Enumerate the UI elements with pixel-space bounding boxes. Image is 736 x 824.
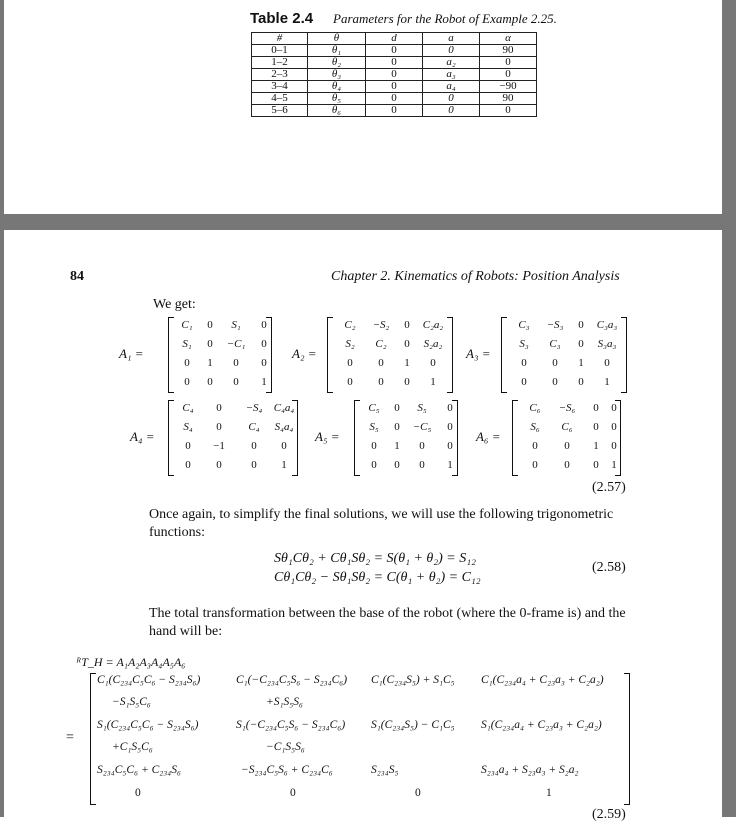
m-r1bc1: −S₁S₅C₆ bbox=[112, 696, 151, 708]
matrix-cell: 0 bbox=[207, 319, 213, 331]
matrix-cell: C₂a₂ bbox=[422, 319, 444, 331]
matrix-cell: 1 bbox=[430, 376, 436, 388]
cell: θ₁ bbox=[308, 45, 366, 57]
matrix-cell: 0 bbox=[419, 459, 425, 471]
matrix-cell: −C₁ bbox=[226, 338, 246, 350]
matrix-cell: 0 bbox=[261, 357, 267, 369]
table-row bbox=[252, 93, 537, 105]
matrix-cell: 0 bbox=[261, 319, 267, 331]
header-cell: α bbox=[480, 33, 537, 45]
cell: −90 bbox=[480, 81, 537, 93]
matrix-cell: S₁ bbox=[231, 319, 241, 331]
cell: 90 bbox=[480, 45, 537, 57]
matrix-cell: 0 bbox=[521, 376, 527, 388]
matrix-cell: S₄a₄ bbox=[274, 421, 294, 433]
matrix-cell: −S₂ bbox=[372, 319, 390, 331]
matrix-cell: 0 bbox=[404, 319, 410, 331]
table-row bbox=[252, 69, 537, 81]
matrix-cell: 0 bbox=[611, 440, 617, 452]
cell: 0 bbox=[366, 81, 423, 93]
matrix-cell: 0 bbox=[207, 338, 213, 350]
matrix-cell: S₂a₂ bbox=[423, 338, 443, 350]
matrix-cell: 0 bbox=[261, 338, 267, 350]
matrix-cell: 0 bbox=[521, 357, 527, 369]
cell: 0 bbox=[480, 57, 537, 69]
paragraph-trig-text: Once again, to simplify the final solutions, we will use the following trigonometric functions: bbox=[149, 507, 614, 540]
m-r2c2: S₁(−C₂₃₄C₅S₆ − S₂₃₄C₆) bbox=[236, 719, 346, 731]
intro-text: We get: bbox=[153, 297, 196, 312]
matrix-label: A₃ = bbox=[466, 346, 491, 361]
matrix-cell: 0 bbox=[347, 376, 353, 388]
matrix-cell: 1 bbox=[261, 376, 267, 388]
matrix-cell: 0 bbox=[593, 402, 599, 414]
matrix-cell: 0 bbox=[371, 440, 377, 452]
matrix-cell: 1 bbox=[404, 357, 410, 369]
matrix-a1 bbox=[168, 317, 272, 393]
m-r4c4: 1 bbox=[546, 787, 552, 799]
m-r1c3: C₁(C₂₃₄S₅) + S₁C₅ bbox=[371, 674, 455, 686]
matrix-cell: 0 bbox=[578, 338, 584, 350]
matrix-cell: C₅ bbox=[368, 402, 380, 414]
page-number: 84 bbox=[70, 269, 84, 284]
matrix-cell: S₁ bbox=[182, 338, 192, 350]
equation-number-2-58: (2.58) bbox=[592, 560, 626, 575]
cell: 0 bbox=[366, 69, 423, 81]
matrix-cell: 0 bbox=[447, 402, 453, 414]
matrix-a3 bbox=[501, 317, 627, 393]
matrix-cell: 0 bbox=[419, 440, 425, 452]
paragraph-total-text: The total transformation between the base of the robot (where the 0-frame is) and the hand will be: bbox=[149, 606, 626, 639]
m-r3c3: S₂₃₄S₅ bbox=[371, 764, 399, 776]
matrix-cell: 0 bbox=[578, 319, 584, 331]
matrix-cell: C₆ bbox=[529, 402, 541, 414]
matrix-label: A₆ = bbox=[476, 429, 501, 444]
matrix-cell: 0 bbox=[378, 376, 384, 388]
matrix-cell: 0 bbox=[447, 421, 453, 433]
table-caption: Parameters for the Robot of Example 2.25. bbox=[333, 11, 557, 26]
matrix-cell: S₄ bbox=[183, 421, 193, 433]
matrix-cell: C₃ bbox=[549, 338, 561, 350]
matrix-cell: 0 bbox=[394, 459, 400, 471]
matrix-a6 bbox=[512, 400, 621, 476]
matrix-cell: 0 bbox=[404, 376, 410, 388]
matrix-cell: 1 bbox=[447, 459, 453, 471]
m-r1bc2: +S₁S₅S₆ bbox=[266, 696, 304, 708]
paragraph-trig bbox=[149, 506, 631, 542]
matrix-cell: 0 bbox=[185, 459, 191, 471]
matrix-cell: 0 bbox=[216, 421, 222, 433]
matrix-cell: 0 bbox=[593, 421, 599, 433]
cell: θ₅ bbox=[308, 93, 366, 105]
previous-page bbox=[4, 0, 722, 214]
total-transform-lhs: ᴿT_H = A₁A₂A₃A₄A₅A₆ bbox=[76, 655, 186, 669]
cell: 3–4 bbox=[252, 81, 308, 93]
header-cell: d bbox=[366, 33, 423, 45]
m-r4c2: 0 bbox=[290, 787, 296, 799]
matrix-cell: 0 bbox=[611, 402, 617, 414]
table-header-row bbox=[252, 33, 537, 45]
cell: θ₆ bbox=[308, 105, 366, 117]
m-r1c1: C₁(C₂₃₄C₅C₆ − S₂₃₄S₆) bbox=[97, 674, 201, 686]
matrix-cell: 0 bbox=[207, 376, 213, 388]
cell: 0 bbox=[480, 69, 537, 81]
matrix-cell: 0 bbox=[430, 357, 436, 369]
running-title: Chapter 2. Kinematics of Robots: Position Analysis bbox=[331, 269, 620, 284]
matrix-cell: 0 bbox=[604, 357, 610, 369]
cell: 0 bbox=[366, 45, 423, 57]
matrix-cell: C₆ bbox=[561, 421, 573, 433]
matrix-cell: −S₄ bbox=[245, 402, 263, 414]
matrix-cell: 0 bbox=[281, 440, 287, 452]
matrix-cell: 1 bbox=[593, 440, 599, 452]
matrix-label: A₄ = bbox=[130, 429, 155, 444]
matrix-label: A₁ = bbox=[119, 346, 144, 361]
table-row bbox=[252, 81, 537, 93]
m-r4c3: 0 bbox=[415, 787, 421, 799]
cell: 1–2 bbox=[252, 57, 308, 69]
matrix-cell: C₄ bbox=[248, 421, 260, 433]
matrix-cell: 1 bbox=[604, 376, 610, 388]
matrix-cell: 0 bbox=[404, 338, 410, 350]
matrix-cell: 0 bbox=[347, 357, 353, 369]
cell: 0 bbox=[480, 105, 537, 117]
paragraph-total bbox=[149, 605, 631, 641]
matrix-cell: 0 bbox=[447, 440, 453, 452]
cell: 0 bbox=[366, 57, 423, 69]
matrix-cell: 0 bbox=[251, 440, 257, 452]
matrix-cell: 1 bbox=[578, 357, 584, 369]
matrix-cell: 0 bbox=[611, 421, 617, 433]
matrix-cell: 0 bbox=[532, 459, 538, 471]
cell: θ₄ bbox=[308, 81, 366, 93]
matrix-label: A₂ = bbox=[292, 346, 317, 361]
matrix-cell: S₂ bbox=[345, 338, 355, 350]
matrix-cell: 0 bbox=[216, 459, 222, 471]
cell: 0–1 bbox=[252, 45, 308, 57]
matrix-cell: −1 bbox=[213, 440, 225, 452]
matrix-cell: 1 bbox=[611, 459, 617, 471]
matrix-cell: 0 bbox=[552, 376, 558, 388]
matrix-a4 bbox=[168, 400, 298, 476]
trig-line-2: Cθ₁Cθ₂ − Sθ₁Sθ₂ = C(θ₁ + θ₂) = C₁₂ bbox=[274, 570, 481, 585]
matrix-cell: S₃ bbox=[519, 338, 529, 350]
matrix-cell: 0 bbox=[394, 402, 400, 414]
cell: 0 bbox=[366, 93, 423, 105]
matrix-cell: −S₆ bbox=[558, 402, 576, 414]
matrix-cell: −C₅ bbox=[412, 421, 432, 433]
m-r1c2: C₁(−C₂₃₄C₅S₆ − S₂₃₄C₆) bbox=[236, 674, 348, 686]
matrix-cell: C₄a₄ bbox=[273, 402, 295, 414]
matrix-cell: 1 bbox=[394, 440, 400, 452]
m-r1c4: C₁(C₂₃₄a₄ + C₂₃a₃ + C₂a₂) bbox=[481, 674, 604, 686]
matrix-cell: C₁ bbox=[181, 319, 193, 331]
matrix-a2 bbox=[327, 317, 453, 393]
cell: 5–6 bbox=[252, 105, 308, 117]
total-matrix-left-bracket bbox=[90, 673, 96, 805]
cell: θ₃ bbox=[308, 69, 366, 81]
m-r3c4: S₂₃₄a₄ + S₂₃a₃ + S₂a₂ bbox=[481, 764, 579, 776]
matrix-cell: C₃ bbox=[518, 319, 530, 331]
matrix-cell: 1 bbox=[281, 459, 287, 471]
cell: 2–3 bbox=[252, 69, 308, 81]
table-row bbox=[252, 105, 537, 117]
total-matrix-right-bracket bbox=[624, 673, 630, 805]
matrix-cell: 0 bbox=[564, 459, 570, 471]
matrix-cell: 1 bbox=[207, 357, 213, 369]
matrix-cell: 0 bbox=[251, 459, 257, 471]
header-cell: # bbox=[252, 33, 308, 45]
matrix-cell: C₄ bbox=[182, 402, 194, 414]
m-r3c1: S₂₃₄C₅C₆ + C₂₃₄S₆ bbox=[97, 764, 182, 776]
matrix-cell: 0 bbox=[578, 376, 584, 388]
equation-number-2-59: (2.59) bbox=[592, 807, 626, 822]
equation-number-2-57: (2.57) bbox=[592, 480, 626, 495]
matrix-cell: 0 bbox=[378, 357, 384, 369]
matrix-cell: S₅ bbox=[417, 402, 427, 414]
matrix-cell: 0 bbox=[185, 440, 191, 452]
parameters-table bbox=[251, 32, 537, 117]
cell: 0 bbox=[423, 105, 480, 117]
trig-line-1: Sθ₁Cθ₂ + Cθ₁Sθ₂ = S(θ₁ + θ₂) = S₁₂ bbox=[274, 551, 476, 566]
matrix-cell: S₅ bbox=[369, 421, 379, 433]
m-r2bc2: −C₁S₅S₆ bbox=[266, 741, 305, 753]
m-r4c1: 0 bbox=[135, 787, 141, 799]
cell: a₃ bbox=[423, 69, 480, 81]
cell: 4–5 bbox=[252, 93, 308, 105]
current-page bbox=[4, 230, 722, 822]
m-r2bc1: +C₁S₅C₆ bbox=[112, 741, 153, 753]
matrix-cell: −S₃ bbox=[546, 319, 564, 331]
matrix-cell: 0 bbox=[552, 357, 558, 369]
cell: θ₂ bbox=[308, 57, 366, 69]
matrix-cell: S₆ bbox=[530, 421, 540, 433]
matrix-cell: 0 bbox=[371, 459, 377, 471]
cell: 0 bbox=[423, 45, 480, 57]
total-matrix-equals: = bbox=[66, 730, 74, 745]
m-r2c4: S₁(C₂₃₄a₄ + C₂₃a₃ + C₂a₂) bbox=[481, 719, 602, 731]
cell: 0 bbox=[423, 93, 480, 105]
matrix-cell: C₂ bbox=[344, 319, 356, 331]
cell: a₂ bbox=[423, 57, 480, 69]
table-row bbox=[252, 57, 537, 69]
matrix-cell: 0 bbox=[564, 440, 570, 452]
matrix-cell: 0 bbox=[216, 402, 222, 414]
matrix-cell: 0 bbox=[532, 440, 538, 452]
m-r3c2: −S₂₃₄C₅S₆ + C₂₃₄C₆ bbox=[241, 764, 333, 776]
m-r2c1: S₁(C₂₃₄C₅C₆ − S₂₃₄S₆) bbox=[97, 719, 199, 731]
matrix-cell: 0 bbox=[233, 376, 239, 388]
table-row bbox=[252, 45, 537, 57]
cell: 90 bbox=[480, 93, 537, 105]
matrix-cell: 0 bbox=[593, 459, 599, 471]
matrix-cell: S₃a₃ bbox=[597, 338, 617, 350]
header-cell: θ bbox=[308, 33, 366, 45]
matrix-label: A₅ = bbox=[315, 429, 340, 444]
matrix-cell: 0 bbox=[233, 357, 239, 369]
cell: 0 bbox=[366, 105, 423, 117]
header-cell: a bbox=[423, 33, 480, 45]
matrix-cell: 0 bbox=[184, 357, 190, 369]
matrix-cell: C₂ bbox=[375, 338, 387, 350]
cell: a₄ bbox=[423, 81, 480, 93]
matrix-a5 bbox=[354, 400, 458, 476]
matrix-cell: 0 bbox=[184, 376, 190, 388]
m-r2c3: S₁(C₂₃₄S₅) − C₁C₅ bbox=[371, 719, 455, 731]
matrix-cell: C₃a₃ bbox=[596, 319, 618, 331]
matrix-cell: 0 bbox=[394, 421, 400, 433]
table-number: Table 2.4 bbox=[250, 10, 314, 27]
